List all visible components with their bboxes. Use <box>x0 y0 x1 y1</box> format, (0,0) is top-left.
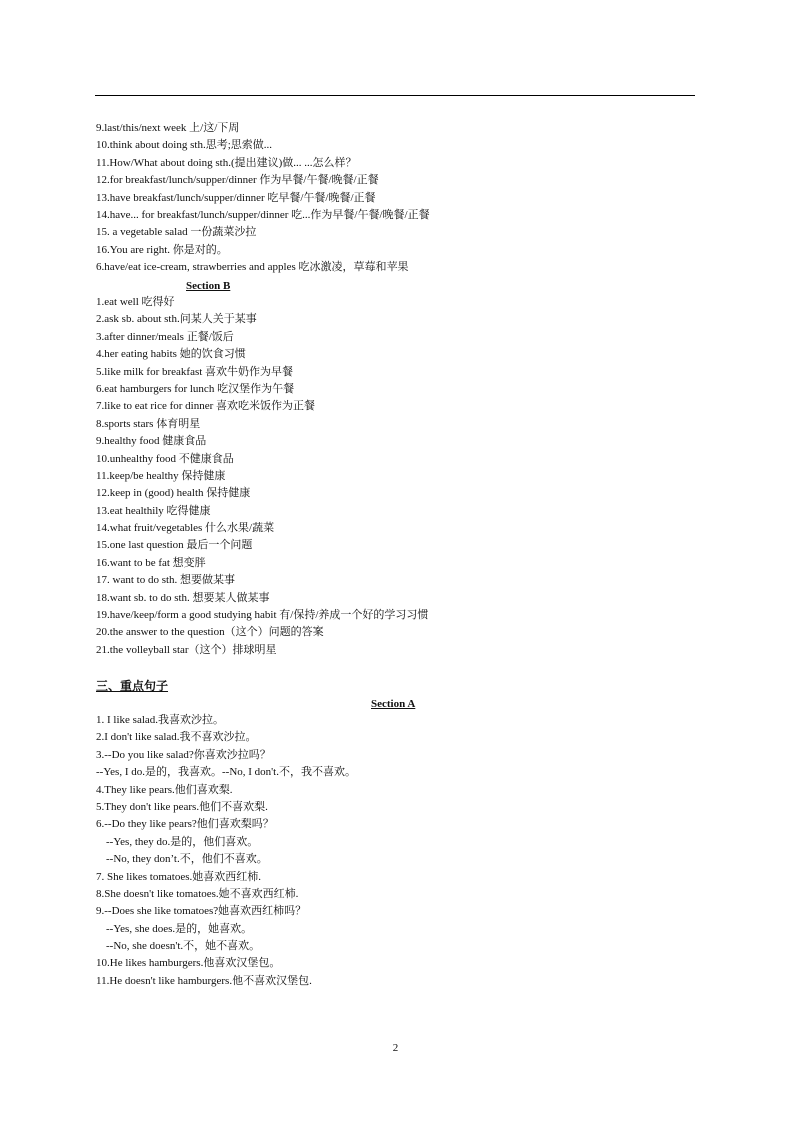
list-item: 1.eat well 吃得好 <box>96 296 175 308</box>
list-item: 15. a vegetable salad 一份蔬菜沙拉 <box>96 226 257 239</box>
sentence-item: 11.He doesn't like hamburgers.他不喜欢汉堡包. <box>96 974 312 987</box>
page-number: 2 <box>392 1042 399 1054</box>
list-item: 21.the volleyball star（这个）排球明星 <box>96 643 277 656</box>
list-item: 10.think about doing sth.思考;思索做... <box>96 139 272 152</box>
list-item: 18.want sb. to do sth. 想要某人做某事 <box>96 591 270 604</box>
sentence-item: 2.I don't like salad.我不喜欢沙拉。 <box>96 731 257 744</box>
list-item: 10.unhealthy food 不健康食品 <box>96 452 234 465</box>
list-item: 5.like milk for breakfast 喜欢牛奶作为早餐 <box>96 365 294 378</box>
list-item: 3.after dinner/meals 正餐/饭后 <box>96 330 234 343</box>
list-item: 9.healthy food 健康食品 <box>96 435 207 448</box>
list-item: 17. want to do sth. 想要做某事 <box>96 574 236 587</box>
list-item: 19.have/keep/form a good studying habit 有/保持/养成一个好的学习习惯 <box>96 609 429 622</box>
sentence-item: 10.He likes hamburgers.他喜欢汉堡包。 <box>96 957 281 970</box>
list-item: 12.keep in (good) health 保持健康 <box>96 487 251 500</box>
list-item: 15.one last question 最后一个问题 <box>96 539 253 552</box>
list-item: 12.for breakfast/lunch/supper/dinner 作为早餐/午餐/晚餐/正餐 <box>96 174 379 187</box>
sentence-item: --No, she doesn't.不，她不喜欢。 <box>106 940 261 953</box>
section-b-heading: Section B <box>186 280 231 292</box>
key-sentences-list <box>96 712 696 990</box>
sentence-item: 6.--Do they like pears?他们喜欢梨吗？ <box>96 818 274 831</box>
list-item: 9.last/this/next week 上/这/下周 <box>96 122 240 134</box>
sentence-item: 8.She doesn't like tomatoes.她不喜欢西红柿. <box>96 887 299 900</box>
list-item: 6.eat hamburgers for lunch 吃汉堡作为午餐 <box>96 382 295 395</box>
sentence-item: --Yes, she does.是的，她喜欢。 <box>106 922 253 935</box>
list-item: 8.sports stars 体育明星 <box>96 417 201 430</box>
list-item: 11.How/What about doing sth.(提出建议)做... ...怎么样？ <box>96 156 357 169</box>
list-item: 16.want to be fat 想变胖 <box>96 556 206 569</box>
list-item: 2.ask sb. about sth.问某人关于某事 <box>96 313 257 326</box>
list-item: 20.the answer to the question（这个）问题的答案 <box>96 626 324 639</box>
section-3-heading: 三、重点句子 <box>96 679 169 693</box>
sentence-item: 5.They don't like pears.他们不喜欢梨. <box>96 800 268 813</box>
list-item: 6.have/eat ice-cream, strawberries and apples 吃冰激凌，草莓和苹果 <box>96 261 409 274</box>
list-item: 11.keep/be healthy 保持健康 <box>96 469 226 482</box>
phrases-continued-list <box>96 120 696 277</box>
list-item: 4.her eating habits 她的饮食习惯 <box>96 348 246 361</box>
sentence-item: 1. I like salad.我喜欢沙拉。 <box>96 714 225 726</box>
list-item: 13.have breakfast/lunch/supper/dinner 吃早餐/午餐/晚餐/正餐 <box>96 191 376 204</box>
section-b-phrase-list <box>96 294 696 659</box>
sentence-item: 9.--Does she like tomatoes?她喜欢西红柿吗？ <box>96 905 307 918</box>
header-rule <box>95 95 695 96</box>
sentence-item: --Yes, they do.是的，他们喜欢。 <box>106 835 259 848</box>
sentence-item: 3.--Do you like salad?你喜欢沙拉吗？ <box>96 748 271 761</box>
sentence-item: 7. She likes tomatoes.她喜欢西红柿. <box>96 870 261 883</box>
sentence-item: --Yes, I do.是的，我喜欢。--No, I don't.不，我不喜欢。 <box>96 766 356 779</box>
list-item: 14.have... for breakfast/lunch/supper/dinner 吃...作为早餐/午餐/晚餐/正餐 <box>96 208 430 221</box>
sentence-item: --No, they don’t.不，他们不喜欢。 <box>106 853 268 866</box>
list-item: 14.what fruit/vegetables 什么水果/蔬菜 <box>96 522 275 535</box>
list-item: 16.You are right. 你是对的。 <box>96 243 228 256</box>
sentence-item: 4.They like pears.他们喜欢梨. <box>96 783 233 796</box>
list-item: 7.like to eat rice for dinner 喜欢吃米饭作为正餐 <box>96 400 316 413</box>
list-item: 13.eat healthily 吃得健康 <box>96 504 211 517</box>
section-a-heading: Section A <box>371 698 416 710</box>
